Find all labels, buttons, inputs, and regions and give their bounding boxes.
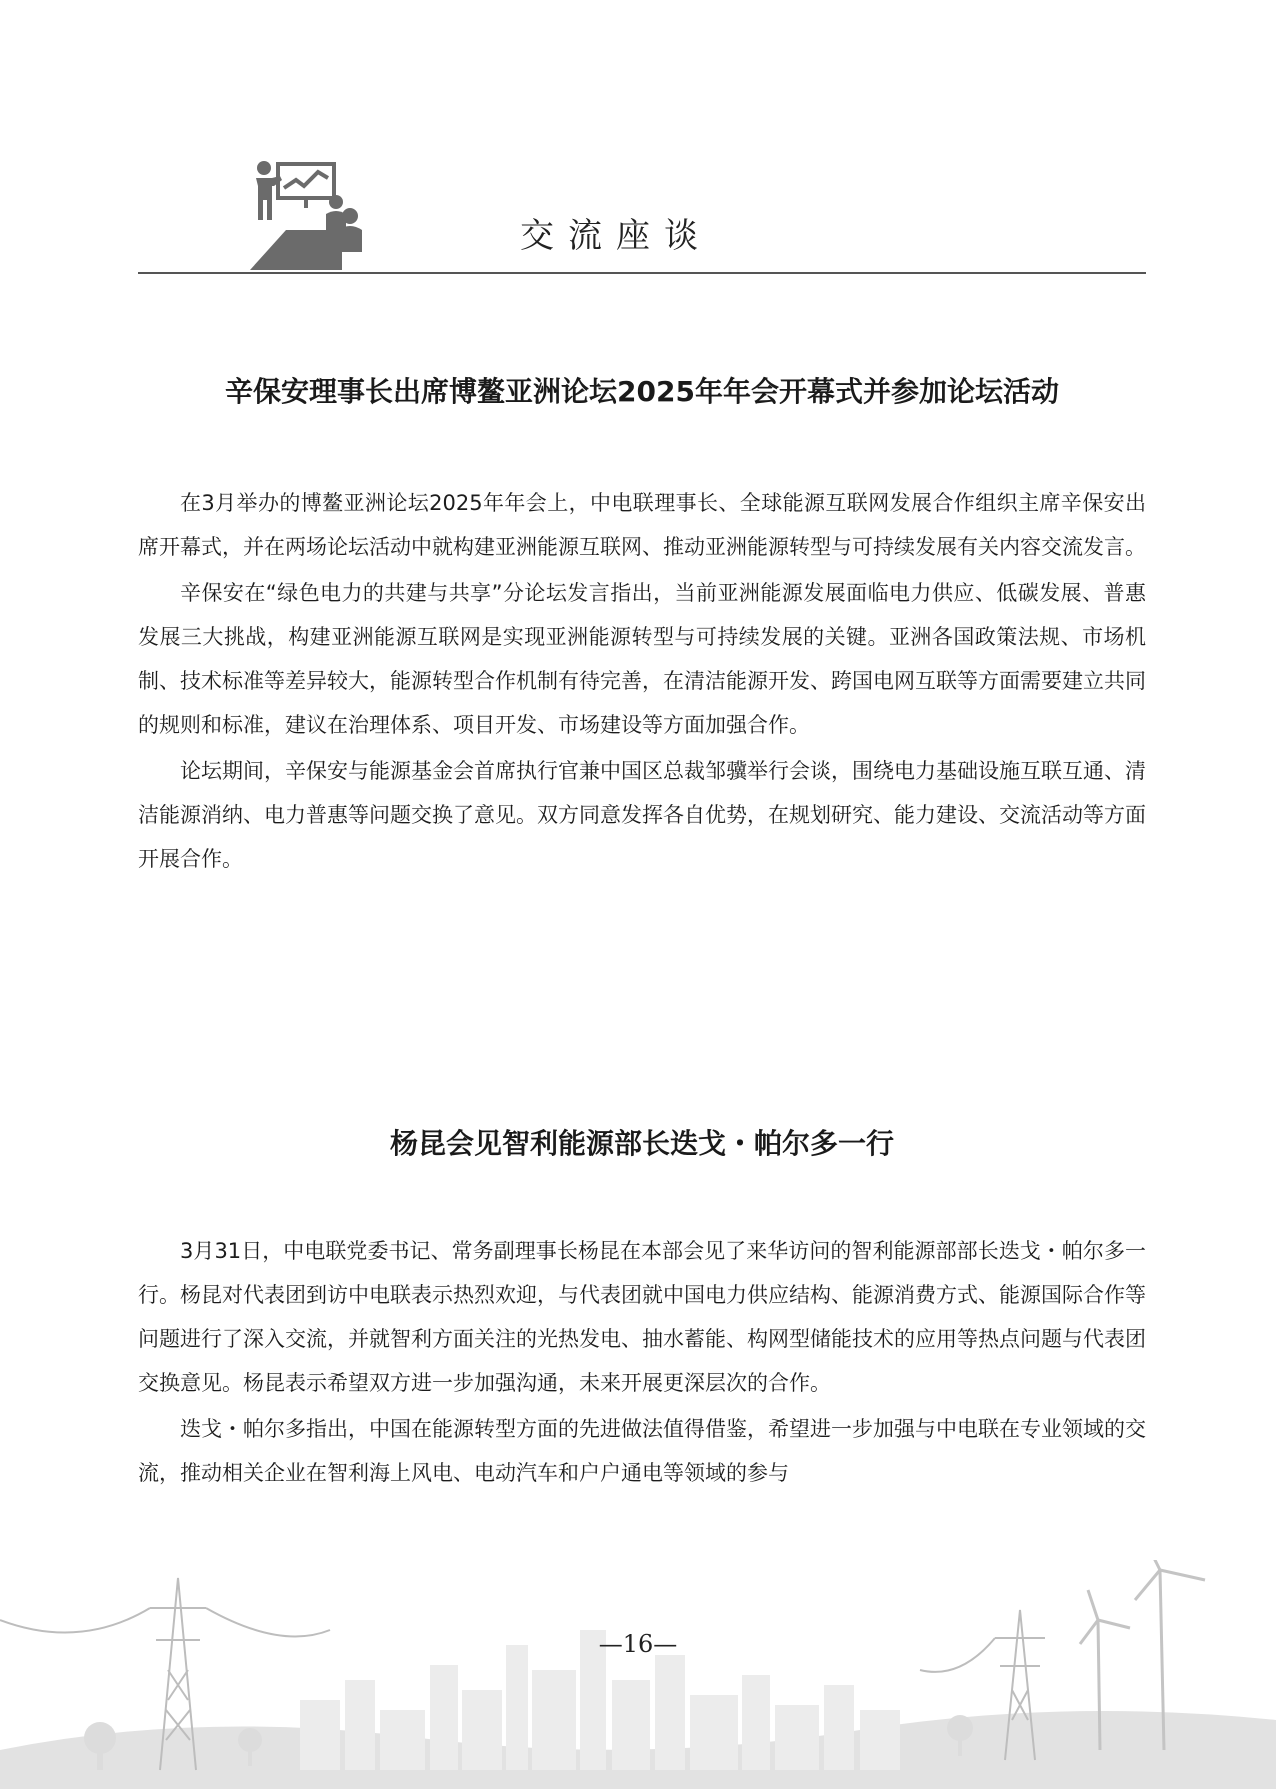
article-body	[138, 481, 1146, 883]
presentation-meeting-icon	[250, 158, 368, 270]
article-paragraph: 3月31日，中电联党委书记、常务副理事长杨昆在本部会见了来华访问的智利能源部部长迭戈・帕尔多一行。杨昆对代表团到访中电联表示热烈欢迎，与代表团就中国电力供应结构、能源消费方式、能源国际合作等问题进行了深入交流，并就智利方面关注的光热发电、抽水蓄能、构网型储能技术的应用等热点问题与代表团交换意见。杨昆表示希望双方进一步加强沟通，未来开展更深层次的合作。	[138, 1239, 1146, 1395]
article-paragraph: 论坛期间，辛保安与能源基金会首席执行官兼中国区总裁邹骥举行会谈，围绕电力基础设施互联互通、清洁能源消纳、电力普惠等问题交换了意见。双方同意发挥各自优势，在规划研究、能力建设、交流活动等方面开展合作。	[138, 759, 1146, 871]
section-title: 交流座谈	[520, 216, 712, 256]
page-number: —16—	[598, 1630, 678, 1658]
article-body	[138, 1229, 1146, 1497]
article-title: 辛保安理事长出席博鳌亚洲论坛2025年年会开幕式并参加论坛活动	[225, 375, 1059, 408]
article-paragraph: 迭戈・帕尔多指出，中国在能源转型方面的先进做法值得借鉴，希望进一步加强与中电联在专业领域的交流，推动相关企业在智利海上风电、电动汽车和户户通电等领域的参与	[138, 1417, 1146, 1485]
header-divider	[138, 272, 1146, 274]
article-paragraph: 在3月举办的博鳌亚洲论坛2025年年会上，中电联理事长、全球能源互联网发展合作组织主席辛保安出席开幕式，并在两场论坛活动中就构建亚洲能源互联网、推动亚洲能源转型与可持续发展有关内容交流发言。	[138, 491, 1146, 559]
article-paragraph: 辛保安在“绿色电力的共建与共享”分论坛发言指出，当前亚洲能源发展面临电力供应、低碳发展、普惠发展三大挑战，构建亚洲能源互联网是实现亚洲能源转型与可持续发展的关键。亚洲各国政策法规、市场机制、技术标准等差异较大，能源转型合作机制有待完善，在清洁能源开发、跨国电网互联等方面需要建立共同的规则和标准，建议在治理体系、项目开发、市场建设等方面加强合作。	[138, 581, 1146, 737]
city-skyline-power-lines-wind-turbines-icon	[0, 1560, 1276, 1789]
article-title: 杨昆会见智利能源部长迭戈・帕尔多一行	[389, 1127, 894, 1160]
